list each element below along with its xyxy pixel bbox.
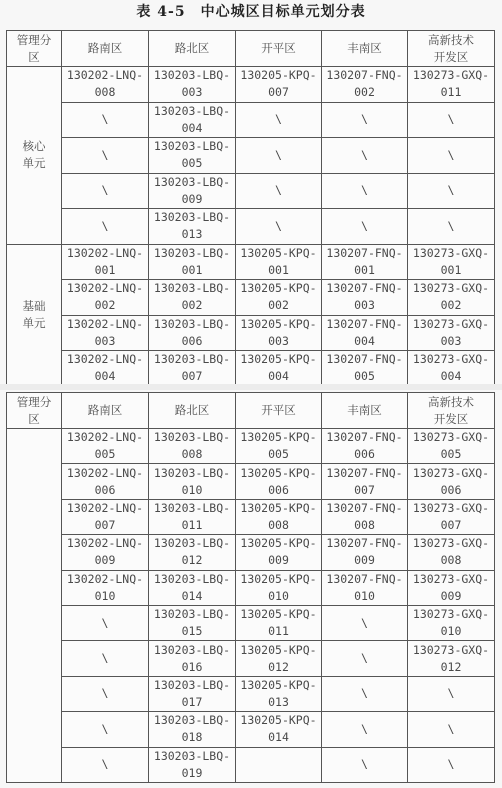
unit-code-cell: 130203-LBQ-002 (149, 280, 236, 316)
unit-code-cell: \ (322, 138, 408, 174)
table-row (7, 747, 495, 782)
unit-code-cell: 130203-LBQ-017 (149, 676, 236, 711)
unit-code-cell: \ (62, 676, 149, 711)
unit-code-cell: 130273-GXQ-004 (408, 351, 495, 387)
zone-group-label (7, 429, 62, 783)
unit-code-cell: \ (408, 102, 495, 138)
column-header: 路北区 (149, 393, 236, 429)
unit-code-cell: 130202-LNQ-006 (62, 464, 149, 499)
unit-code-cell: 130273-GXQ-007 (408, 499, 495, 534)
zone-group-label: 核心单元 (7, 67, 62, 245)
unit-code-cell: 130273-GXQ-012 (408, 641, 495, 676)
unit-code-cell: \ (322, 676, 408, 711)
unit-code-cell: 130203-LBQ-004 (149, 102, 236, 138)
unit-code-cell: \ (62, 747, 149, 782)
unit-code-cell: 130205-KPQ-002 (236, 280, 322, 316)
table-row (7, 499, 495, 534)
unit-code-cell: 130207-FNQ-004 (322, 315, 408, 351)
unit-code-cell: 130203-LBQ-007 (149, 351, 236, 387)
unit-code-cell: 130205-KPQ-005 (236, 429, 322, 464)
unit-code-cell: \ (322, 641, 408, 676)
table-row (7, 535, 495, 570)
unit-code-cell: 130203-LBQ-015 (149, 605, 236, 640)
unit-code-cell: 130202-LNQ-003 (62, 315, 149, 351)
table-row (7, 244, 495, 280)
unit-code-cell: \ (236, 102, 322, 138)
unit-code-cell: 130273-GXQ-010 (408, 605, 495, 640)
unit-code-cell: 130205-KPQ-009 (236, 535, 322, 570)
unit-table-part-1 (6, 30, 495, 387)
unit-code-cell (236, 747, 322, 782)
unit-code-cell: \ (322, 209, 408, 245)
unit-code-cell: \ (408, 209, 495, 245)
column-header: 开平区 (236, 31, 322, 67)
unit-code-cell: 130203-LBQ-011 (149, 499, 236, 534)
unit-code-cell: \ (236, 138, 322, 174)
table-row (7, 570, 495, 605)
unit-table-part-2 (6, 392, 495, 783)
unit-code-cell: 130207-FNQ-005 (322, 351, 408, 387)
unit-code-cell: \ (408, 173, 495, 209)
column-header: 路南区 (62, 31, 149, 67)
table-row (7, 315, 495, 351)
table-row (7, 351, 495, 387)
column-header: 管理分区 (7, 393, 62, 429)
table-title: 表 4-5 中心城区目标单元划分表 (136, 4, 366, 20)
unit-code-cell: 130202-LNQ-004 (62, 351, 149, 387)
column-header: 丰南区 (322, 31, 408, 67)
unit-code-cell: 130207-FNQ-001 (322, 244, 408, 280)
unit-code-cell: 130207-FNQ-003 (322, 280, 408, 316)
unit-code-cell: 130203-LBQ-003 (149, 67, 236, 103)
table-row (7, 641, 495, 676)
header-row (7, 31, 495, 67)
page-break (0, 384, 502, 390)
unit-code-cell: 130205-KPQ-001 (236, 244, 322, 280)
unit-code-cell: 130205-KPQ-013 (236, 676, 322, 711)
unit-code-cell: \ (322, 712, 408, 747)
unit-code-cell: 130205-KPQ-004 (236, 351, 322, 387)
unit-code-cell: 130203-LBQ-019 (149, 747, 236, 782)
unit-code-cell: 130273-GXQ-001 (408, 244, 495, 280)
unit-code-cell: \ (322, 605, 408, 640)
unit-code-cell: \ (408, 676, 495, 711)
table-row (7, 209, 495, 245)
zone-group-label: 基础单元 (7, 244, 62, 386)
unit-code-cell: 130202-LNQ-007 (62, 499, 149, 534)
unit-code-cell: \ (408, 747, 495, 782)
column-header: 开平区 (236, 393, 322, 429)
unit-code-cell: \ (62, 173, 149, 209)
unit-code-cell: 130203-LBQ-009 (149, 173, 236, 209)
unit-code-cell: 130202-LNQ-008 (62, 67, 149, 103)
unit-code-cell: \ (322, 102, 408, 138)
unit-code-cell: 130205-KPQ-008 (236, 499, 322, 534)
unit-code-cell: 130205-KPQ-010 (236, 570, 322, 605)
unit-code-cell: \ (62, 138, 149, 174)
unit-code-cell: 130273-GXQ-006 (408, 464, 495, 499)
table-row (7, 676, 495, 711)
unit-code-cell: 130207-FNQ-006 (322, 429, 408, 464)
table-row (7, 464, 495, 499)
column-header: 高新技术开发区 (408, 31, 495, 67)
unit-code-cell: 130202-LNQ-009 (62, 535, 149, 570)
unit-code-cell: 130273-GXQ-003 (408, 315, 495, 351)
unit-code-cell: 130207-FNQ-009 (322, 535, 408, 570)
table-row (7, 712, 495, 747)
unit-code-cell: 130203-LBQ-006 (149, 315, 236, 351)
unit-code-cell: \ (322, 747, 408, 782)
unit-code-cell: 130273-GXQ-011 (408, 67, 495, 103)
unit-code-cell: 130273-GXQ-002 (408, 280, 495, 316)
unit-code-cell: 130207-FNQ-002 (322, 67, 408, 103)
unit-code-cell: 130203-LBQ-008 (149, 429, 236, 464)
unit-code-cell: 130202-LNQ-001 (62, 244, 149, 280)
unit-code-cell: 130203-LBQ-012 (149, 535, 236, 570)
unit-code-cell: 130202-LNQ-002 (62, 280, 149, 316)
unit-code-cell: 130205-KPQ-006 (236, 464, 322, 499)
table-row (7, 280, 495, 316)
unit-code-cell: \ (408, 712, 495, 747)
unit-code-cell: 130205-KPQ-003 (236, 315, 322, 351)
column-header: 管理分区 (7, 31, 62, 67)
unit-code-cell: 130273-GXQ-008 (408, 535, 495, 570)
unit-code-cell: 130205-KPQ-011 (236, 605, 322, 640)
table-row (7, 102, 495, 138)
table-row (7, 173, 495, 209)
unit-code-cell: 130207-FNQ-008 (322, 499, 408, 534)
unit-code-cell: 130207-FNQ-010 (322, 570, 408, 605)
unit-code-cell: \ (62, 641, 149, 676)
unit-code-cell: 130203-LBQ-018 (149, 712, 236, 747)
column-header: 丰南区 (322, 393, 408, 429)
unit-code-cell: \ (62, 712, 149, 747)
column-header: 路北区 (149, 31, 236, 67)
unit-code-cell: 130207-FNQ-007 (322, 464, 408, 499)
unit-code-cell: 130203-LBQ-016 (149, 641, 236, 676)
unit-code-cell: \ (408, 138, 495, 174)
unit-code-cell: 130203-LBQ-001 (149, 244, 236, 280)
unit-code-cell: 130202-LNQ-010 (62, 570, 149, 605)
unit-code-cell: \ (62, 605, 149, 640)
unit-code-cell: 130202-LNQ-005 (62, 429, 149, 464)
unit-code-cell: \ (62, 209, 149, 245)
unit-code-cell: 130205-KPQ-007 (236, 67, 322, 103)
header-row (7, 393, 495, 429)
table-row (7, 605, 495, 640)
unit-code-cell: 130273-GXQ-005 (408, 429, 495, 464)
unit-code-cell: \ (62, 102, 149, 138)
column-header: 高新技术开发区 (408, 393, 495, 429)
unit-code-cell: 130203-LBQ-013 (149, 209, 236, 245)
unit-code-cell: 130205-KPQ-014 (236, 712, 322, 747)
column-header: 路南区 (62, 393, 149, 429)
unit-code-cell: \ (322, 173, 408, 209)
table-row (7, 138, 495, 174)
unit-code-cell: \ (236, 209, 322, 245)
unit-code-cell: \ (236, 173, 322, 209)
unit-code-cell: 130205-KPQ-012 (236, 641, 322, 676)
unit-code-cell: 130203-LBQ-014 (149, 570, 236, 605)
unit-code-cell: 130203-LBQ-010 (149, 464, 236, 499)
table-row (7, 429, 495, 464)
unit-code-cell: 130203-LBQ-005 (149, 138, 236, 174)
unit-code-cell: 130273-GXQ-009 (408, 570, 495, 605)
table-row (7, 67, 495, 103)
